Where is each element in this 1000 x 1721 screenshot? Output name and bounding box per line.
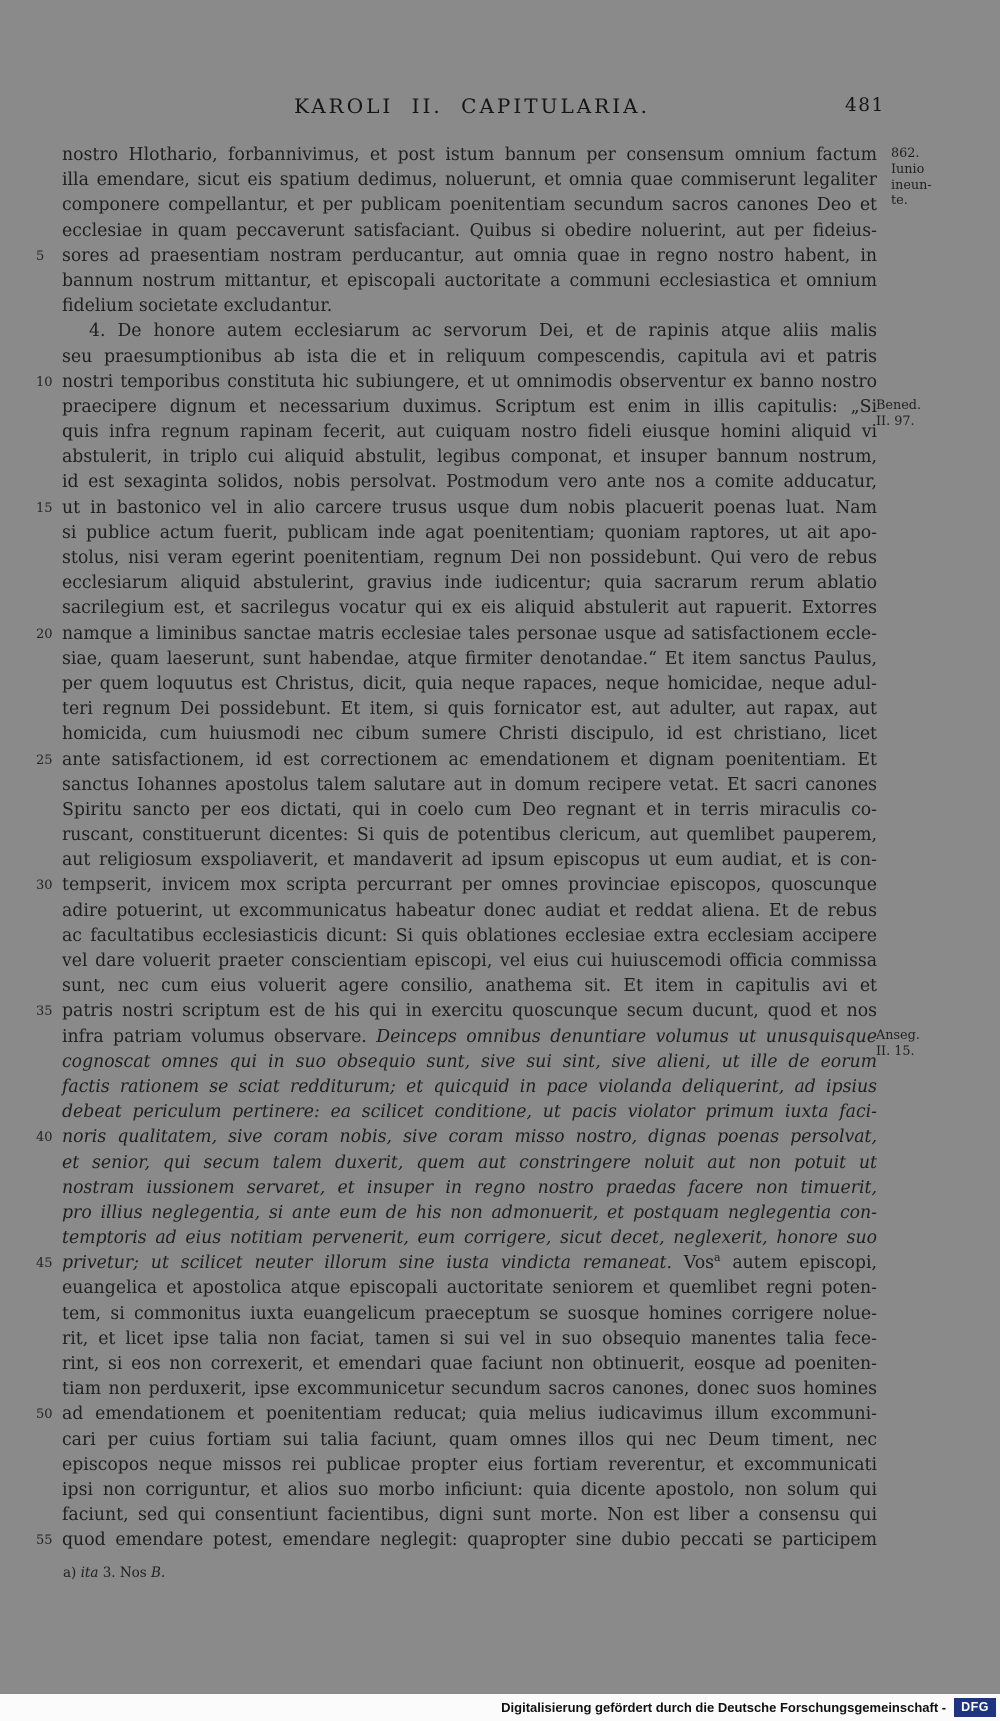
line-number — [36, 1025, 62, 1050]
text-segment: Vos — [671, 1253, 714, 1274]
line-text: patris nostri scriptum est de his qui in exercitu quoscunque secum ducunt, quod et nos — [62, 1001, 877, 1022]
text-line — [36, 1176, 877, 1201]
line-number — [36, 1075, 62, 1100]
line-number: 20 — [36, 626, 53, 642]
line-text: stolus, nisi veram egerint poenitentiam, regnum Dei non possidebunt. Qui vero de rebus — [62, 548, 877, 568]
line-text: teri regnum Dei possidebunt. Et item, si quis fornicator est, aut adulter, aut rapax, aut — [62, 699, 877, 720]
text-line — [36, 1402, 877, 1427]
text-line — [36, 1453, 877, 1478]
line-number — [36, 672, 62, 697]
text-line — [36, 873, 877, 898]
text-line — [36, 193, 877, 218]
margin-note-line: II. 97. — [876, 413, 915, 429]
line-number: 45 — [36, 1256, 53, 1272]
line-text: nostri temporibus constituta hic subiungere, et ut omnimodis observentur ex banno nostro — [62, 371, 877, 392]
line-number — [36, 949, 62, 974]
line-text: seu praesumptionibus ab ista die et in reliquum compescendis, capitula avi et patris — [62, 346, 877, 367]
line-text: faciunt, sed qui consentiunt facientibus, digni sunt morte. Non est liber a consensu qui — [62, 1505, 877, 1526]
line-text: quis infra regnum rapinam fecerit, aut cuiquam nostro fideli eiusque homini aliquid vi — [62, 422, 877, 443]
text-line — [36, 773, 877, 798]
line-number — [36, 823, 62, 848]
text-line — [36, 1377, 877, 1402]
text-line — [36, 899, 877, 924]
text-line — [36, 798, 877, 823]
text-segment: noris qualitatem, sive coram nobis, sive coram misso nostro, dignas poenas persolvat, — [62, 1127, 877, 1148]
line-number — [36, 571, 62, 596]
text-line — [36, 445, 877, 470]
line-number: 5 — [36, 248, 45, 264]
line-text: si publice actum fuerit, publicam inde agat poenitentiam; quoniam raptores, ut ait apo- — [62, 522, 877, 543]
line-text: componere compellantur, et per publicam poenitentiam secundum sacros canones Deo et — [62, 195, 877, 216]
line-text — [62, 1125, 877, 1150]
line-text: sores ad praesentiam nostram perducantur, aut omnia quae in regno nostro habent, in — [62, 245, 877, 266]
margin-note-line: ineun- — [891, 177, 932, 193]
line-number — [36, 445, 62, 470]
text-segment: 3. Nos — [98, 1565, 152, 1581]
text-line — [36, 420, 877, 445]
text-line — [36, 1151, 877, 1176]
text-segment: privetur; ut scilicet neuter illorum sine iusta vindicta remaneat. — [62, 1253, 672, 1274]
margin-note — [891, 146, 932, 209]
line-number: 50 — [36, 1407, 53, 1423]
text-line — [36, 1478, 877, 1503]
text-line — [36, 1201, 877, 1226]
line-number — [36, 521, 62, 546]
line-number — [36, 647, 62, 672]
text-line — [36, 697, 877, 722]
line-number — [36, 1453, 62, 1478]
line-text: per quem loquutus est Christus, dicit, quia neque rapaces, neque homicidae, neque adul- — [62, 673, 877, 694]
text-line — [36, 1276, 877, 1301]
line-number — [36, 294, 62, 319]
line-number: 15 — [36, 500, 53, 516]
line-number: 40 — [36, 1130, 53, 1146]
text-segment: debeat periculum pertinere: ea scilicet conditione, ut pacis violator primum iuxta faci- — [62, 1102, 877, 1123]
footer-credit-text: Digitalisierung gefördert durch die Deutsche Forschungsgemeinschaft - — [501, 1700, 947, 1715]
line-number: 55 — [36, 1533, 53, 1549]
text-line — [36, 1125, 877, 1150]
line-text: rint, si eos non correxerit, et emendari quae faciunt non obtinuerit, eosque ad poeniten- — [62, 1354, 877, 1374]
line-text: ut in bastonico vel in alio carcere trusus usque dum nobis placuerit poenas luat. Nam — [62, 497, 877, 518]
text-segment: a) — [63, 1565, 81, 1581]
line-text — [62, 1176, 877, 1201]
line-text: sanctus Iohannes apostolus talem salutare aut in domum recipere vetat. Et sacri canones — [62, 774, 877, 795]
dfg-logo: DFG — [954, 1698, 996, 1717]
line-number — [36, 470, 62, 495]
line-text: episcopos neque missos rei publicae propter eius fortiam reverentur, et excommunicati — [62, 1454, 877, 1475]
line-number: 10 — [36, 374, 53, 390]
text-line — [36, 1025, 877, 1050]
line-text: ruscant, constituerunt dicentes: Si quis de potentibus clericum, aut quemlibet pauperem, — [62, 825, 877, 846]
line-number — [36, 1327, 62, 1352]
line-text: ipsi non corriguntur, et alios suo morbo inficiunt: quia dicente apostolo, non solum qui — [62, 1479, 877, 1500]
line-text — [62, 1025, 877, 1050]
text-line — [36, 546, 877, 571]
text-segment: Deinceps omnibus denuntiare volumus ut unusquisque — [376, 1026, 877, 1047]
line-text: ante satisfactionem, id est correctionem ac emendationem et dignam poenitentiam. Et — [62, 749, 877, 770]
text-line — [36, 823, 877, 848]
line-text — [62, 1226, 877, 1251]
line-text: 4. De honore autem ecclesiarum ac servorum Dei, et de rapinis atque aliis malis — [89, 321, 877, 342]
line-number — [36, 722, 62, 747]
text-line — [36, 596, 877, 621]
line-number — [36, 798, 62, 823]
line-number — [36, 546, 62, 571]
text-line — [36, 924, 877, 949]
text-line — [36, 269, 877, 294]
text-line — [36, 1251, 877, 1276]
text-line — [36, 1528, 877, 1553]
line-text — [62, 1151, 877, 1176]
text-line — [36, 370, 877, 395]
line-text: tiam non perduxerit, ipse excommunicetur secundum sacros canones, donec suos homines — [62, 1379, 877, 1400]
text-line — [36, 168, 877, 193]
text-line — [36, 1050, 877, 1075]
line-number — [36, 848, 62, 873]
page-title: KAROLI II. CAPITULARIA. — [294, 94, 650, 118]
text-segment: B. — [151, 1565, 166, 1581]
text-segment: autem episcopi, — [720, 1253, 877, 1274]
text-line — [36, 999, 877, 1024]
line-text: quod emendare potest, emendare neglegit: quapropter sine dubio peccati se participem — [62, 1530, 877, 1551]
line-text: nostro Hlothario, forbannivimus, et post istum bannum per consensum omnium factum — [62, 145, 877, 165]
text-line — [36, 143, 877, 168]
margin-note-line: Bened. — [876, 398, 922, 413]
line-text: illa emendare, sicut eis spatium dedimus, noluerunt, et omnia quae commiserunt legaliter — [62, 170, 877, 191]
text-segment: cognoscat omnes qui in suo obsequio sunt, sive sui sint, sive alieni, ut ille de eorum — [62, 1051, 877, 1072]
line-number — [36, 1151, 62, 1176]
text-line — [36, 622, 877, 647]
line-text: bannum nostrum mittantur, et episcopali auctoritate a communi ecclesiastica et omnium — [62, 270, 877, 291]
line-number — [36, 193, 62, 218]
margin-note-line: Anseg. — [876, 1028, 920, 1043]
line-text: adire potuerint, ut excommunicatus habeatur donec audiat et reddat aliena. Et de rebus — [62, 900, 877, 921]
margin-note-line: te. — [891, 193, 908, 209]
line-number — [36, 395, 62, 420]
line-text — [62, 1251, 877, 1276]
margin-note-line: 862. — [891, 146, 920, 161]
text-line — [36, 848, 877, 873]
text-line — [36, 974, 877, 999]
line-number — [36, 1352, 62, 1377]
line-number — [36, 1503, 62, 1528]
line-text: tem, si commonitus iuxta euangelicum praeceptum se suosque homines corrigere nolue- — [62, 1303, 877, 1324]
line-number — [36, 1478, 62, 1503]
line-text: euangelica et apostolica atque episcopali auctoritate seniorem et quemlibet regni poten- — [62, 1278, 877, 1299]
line-text: id est sexaginta solidos, nobis persolvat. Postmodum vero ante nos a comite adducatur, — [62, 472, 877, 493]
line-number — [36, 420, 62, 445]
text-line — [36, 949, 877, 974]
line-number — [36, 1302, 62, 1327]
margin-note — [876, 1028, 920, 1060]
text-segment: pro illius neglegentia, si ante eum de his non admonuerit, et postquam neglegentia con- — [62, 1202, 877, 1223]
text-line — [36, 395, 877, 420]
text-line — [36, 244, 877, 269]
line-text: tempserit, invicem mox scripta percurrant per omnes provinciae episcopos, quoscunque — [62, 875, 877, 896]
line-number — [36, 269, 62, 294]
line-number — [36, 899, 62, 924]
footer-bar — [0, 1694, 1000, 1721]
line-text: ecclesiae in quam peccaverunt satisfaciant. Quibus si obedire noluerint, aut per fideius- — [62, 220, 877, 241]
text-segment: nostram iussionem servaret, et insuper in regno nostro praedas facere non timuerit, — [62, 1177, 877, 1198]
line-text: siae, quam laeserunt, sunt habendae, atque firmiter denotandae.“ Et item sanctus Paulus, — [62, 648, 877, 669]
line-text: sunt, nec cum eius voluerit agere consilio, anathema sit. Et item in capitulis avi et — [62, 976, 877, 997]
line-text: ecclesiarum aliquid abstulerint, gravius inde iudicentur; quia sacrarum rerum ablatio — [62, 573, 877, 594]
text-line — [36, 1327, 877, 1352]
footnote — [63, 1565, 165, 1581]
text-line — [36, 1302, 877, 1327]
text-segment: temptoris ad eius notitiam pervenerit, eum corrigere, sicut decet, neglexerit, honore suo — [62, 1228, 877, 1249]
text-segment: ita — [80, 1565, 99, 1581]
margin-note-line: Iunio — [891, 161, 925, 177]
text-line — [36, 1075, 877, 1100]
text-line — [36, 571, 877, 596]
line-number — [36, 345, 62, 370]
footnote-ref-marker: a — [713, 1251, 721, 1265]
line-number — [36, 1226, 62, 1251]
line-text: praecipere dignum et necessarium duximus. Scriptum est enim in illis capitulis: „Si — [62, 396, 877, 417]
line-number — [36, 1201, 62, 1226]
text-lines — [36, 143, 877, 1554]
margin-note — [876, 398, 921, 430]
line-number — [36, 974, 62, 999]
line-text: fidelium societate excludantur. — [62, 296, 333, 317]
text-line — [36, 1503, 877, 1528]
text-line — [36, 1352, 877, 1377]
page-number: 481 — [845, 95, 885, 116]
text-line — [36, 496, 877, 521]
line-text: sacrilegium est, et sacrilegus vocatur qui ex eis aliquid abstulerit aut rapuerit. Extorres — [62, 598, 877, 619]
line-number: 25 — [36, 752, 53, 768]
line-number — [36, 1050, 62, 1075]
text-line — [36, 319, 877, 344]
line-number — [36, 1428, 62, 1453]
line-text — [62, 1075, 877, 1100]
line-number — [36, 1100, 62, 1125]
line-number — [36, 1377, 62, 1402]
text-line — [36, 748, 877, 773]
line-text: Spiritu sancto per eos dictati, qui in coelo cum Deo regnant et in terris miraculis co- — [62, 799, 877, 820]
text-line — [36, 470, 877, 495]
text-line — [36, 1100, 877, 1125]
text-line — [36, 1226, 877, 1251]
text-segment: factis rationem se sciat redditurum; et quicquid in pace violanda deliquerint, ad ipsius — [62, 1076, 877, 1097]
line-text: namque a liminibus sanctae matris ecclesiae tales personae usque ad satisfactionem eccle- — [62, 623, 877, 644]
text-line — [36, 345, 877, 370]
line-number — [36, 319, 62, 344]
line-number: 30 — [36, 878, 53, 894]
line-text: cari per cuius fortiam sui talia faciunt, quam omnes illos qui nec Deum timent, nec — [62, 1429, 877, 1450]
line-text — [62, 1201, 877, 1226]
line-text: aut religiosum exspoliaverit, et mandaverit ad ipsum episcopus ut eum audiat, et is con- — [62, 850, 877, 871]
line-text: ac facultatibus ecclesiasticis dicunt: Si quis oblationes ecclesiae extra ecclesiam accipere — [62, 925, 877, 946]
text-line — [36, 647, 877, 672]
text-line — [36, 722, 877, 747]
text-line — [36, 521, 877, 546]
margin-note-line: II. 15. — [876, 1043, 915, 1059]
line-text: ad emendationem et poenitentiam reducat; quia melius iudicavimus illum excommuni- — [62, 1404, 877, 1425]
line-text: abstulerit, in triplo cui aliquid abstulit, legibus componat, et insuper bannum nostrum, — [62, 447, 877, 468]
text-line — [36, 294, 877, 319]
text-segment: et senior, qui secum talem duxerit, quem aut constringere noluit aut non potuit ut — [62, 1152, 877, 1173]
line-number — [36, 773, 62, 798]
text-line — [36, 672, 877, 697]
line-text: rit, et licet ipse talia non faciat, tamen si sui vel in suo obsequio manentes talia fece- — [62, 1328, 877, 1349]
text-line — [36, 1428, 877, 1453]
line-text — [62, 1050, 877, 1075]
line-number — [36, 924, 62, 949]
line-number — [36, 168, 62, 193]
line-number — [36, 143, 62, 168]
line-number — [36, 596, 62, 621]
line-text: homicida, cum huiusmodi nec cibum sumere Christi discipulo, id est christiano, licet — [62, 724, 877, 745]
line-text — [62, 1100, 877, 1125]
text-line — [36, 219, 877, 244]
line-number — [36, 697, 62, 722]
line-text: vel dare voluerit praeter conscientiam episcopi, vel eius cui huiuscemodi officia commissa — [62, 951, 877, 971]
line-number — [36, 1276, 62, 1301]
line-number: 35 — [36, 1004, 53, 1020]
line-number — [36, 1176, 62, 1201]
line-number — [36, 219, 62, 244]
text-segment: infra patriam volumus observare. — [62, 1026, 377, 1047]
